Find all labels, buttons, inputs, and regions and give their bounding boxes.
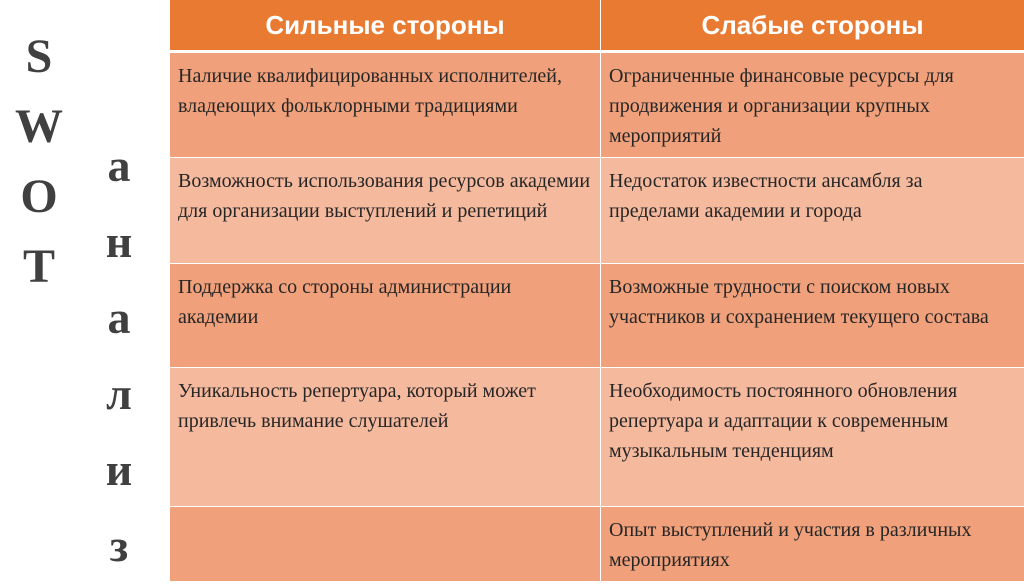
weakness-cell: Опыт выступлений и участия в различных мероприятиях xyxy=(601,507,1024,582)
weakness-cell: Недостаток известности ансамбля за пределами академии и города xyxy=(601,158,1024,264)
table-row xyxy=(170,158,1024,264)
swot-letter: O xyxy=(20,162,57,232)
header-strengths: Сильные стороны xyxy=(170,0,601,52)
strength-cell xyxy=(170,507,601,582)
header-weaknesses: Слабые стороны xyxy=(601,0,1024,52)
swot-letter: W xyxy=(15,92,63,162)
table-row xyxy=(170,507,1024,582)
weakness-cell: Ограниченные финансовые ресурсы для продвижения и организации крупных мероприятий xyxy=(601,52,1024,158)
analiz-letter: н xyxy=(106,204,133,280)
strength-cell: Наличие квалифицированных исполнителей, владеющих фольклорными традициями xyxy=(170,52,601,158)
analiz-letter: з xyxy=(110,508,129,584)
table-row xyxy=(170,368,1024,507)
swot-letter: T xyxy=(23,232,55,302)
analiz-letter: а xyxy=(108,280,131,356)
table-header-row xyxy=(170,0,1024,52)
strength-cell: Возможность использования ресурсов академии для организации выступлений и репетиций xyxy=(170,158,601,264)
strength-cell: Уникальность репертуара, который может привлечь внимание слушателей xyxy=(170,368,601,507)
weakness-cell: Необходимость постоянного обновления репертуара и адаптации к современным музыкальным тенденциям xyxy=(601,368,1024,507)
table-row xyxy=(170,264,1024,368)
swot-table xyxy=(170,0,1024,581)
analiz-vertical-title xyxy=(94,128,144,584)
swot-vertical-title xyxy=(14,22,64,302)
analiz-letter: л xyxy=(106,356,132,432)
swot-letter: S xyxy=(26,22,53,92)
analiz-letter: и xyxy=(106,432,133,508)
strength-cell: Поддержка со стороны администрации академии xyxy=(170,264,601,368)
table-row xyxy=(170,52,1024,158)
weakness-cell: Возможные трудности с поиском новых участников и сохранением текущего состава xyxy=(601,264,1024,368)
analiz-letter: а xyxy=(108,128,131,204)
